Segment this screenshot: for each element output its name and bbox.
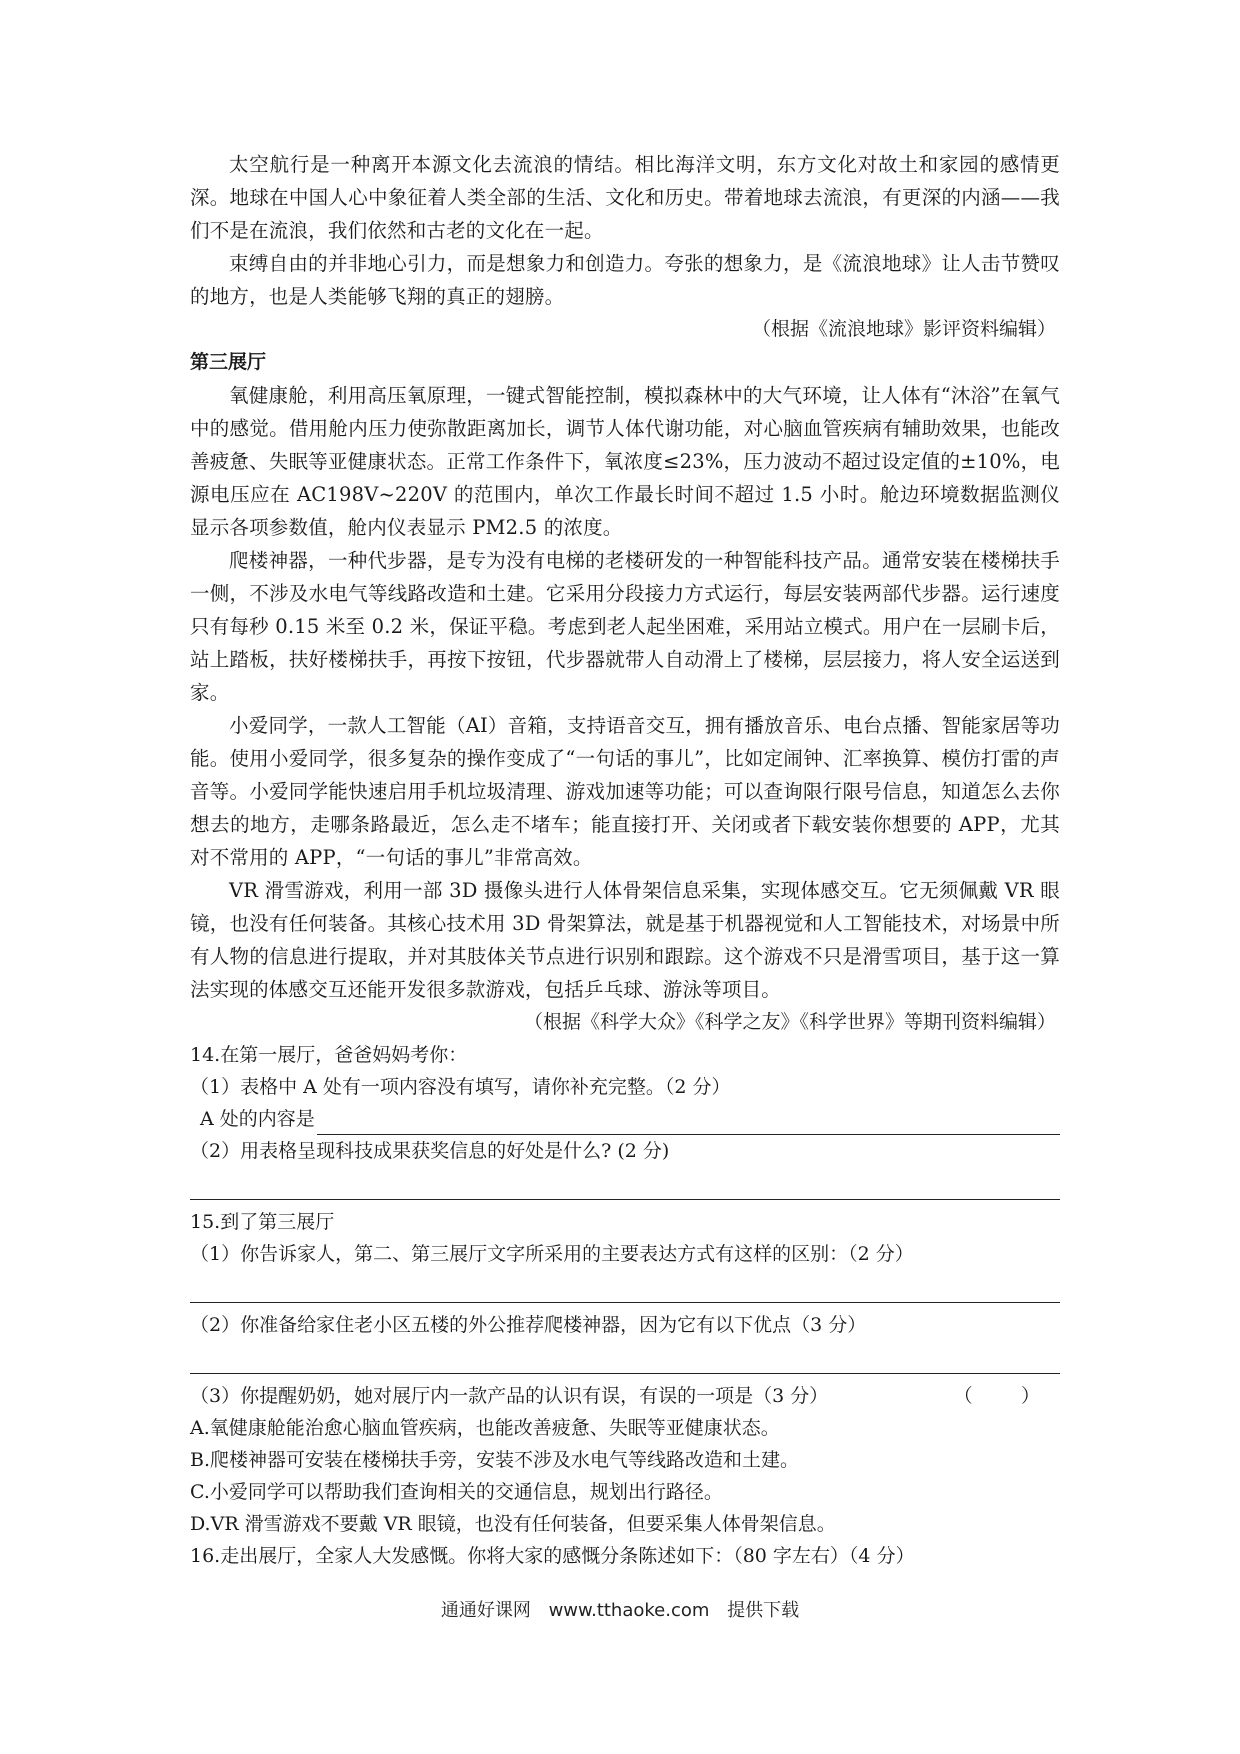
- q15-part2: （2）你准备给家住老小区五楼的外公推荐爬楼神器，因为它有以下优点（3 分）: [190, 1314, 867, 1336]
- q15-part3-row: [190, 1380, 1060, 1412]
- q15-part3-answer-paren[interactable]: （ ）: [953, 1385, 1040, 1407]
- q15-option-c: C.小爱同学可以帮助我们查询相关的交通信息，规划出行路径。: [190, 1481, 723, 1503]
- hall2-paragraph-2: 束缚自由的并非地心引力，而是想象力和创造力。夸张的想象力，是《流浪地球》让人击节赞叹的地方，也是人类能够飞翔的真正的翅膀。: [190, 252, 1060, 308]
- page-footer: [0, 1596, 1240, 1622]
- q15-part1-answer-line[interactable]: [190, 1270, 1060, 1303]
- footer-site-name: 通通好课网: [440, 1600, 531, 1621]
- q15-option-d: D.VR 滑雪游戏不要戴 VR 眼镜，也没有任何装备，但要采集人体骨架信息。: [190, 1513, 836, 1535]
- q15-part1: （1）你告诉家人，第二、第三展厅文字所采用的主要表达方式有这样的区别：（2 分）: [190, 1243, 914, 1265]
- q14-stem: 14.在第一展厅，爸爸妈妈考你：: [190, 1044, 468, 1066]
- q14-part1-answer-row: [190, 1103, 1060, 1135]
- question-15: [190, 1206, 1060, 1540]
- hall3-xiaoai-paragraph: 小爱同学，一款人工智能（AI）音箱，支持语音交互，拥有播放音乐、电台点播、智能家居等功能。使用小爱同学，很多复杂的操作变成了“一句话的事儿”，比如定闹钟、汇率换算、模仿打雷的声音等。小爱同学能快速启用手机垃圾清理、游戏加速等功能；可以查询限行限号信息，知道怎么去你想去的地方，走哪条路最近，怎么走不堵车；能直接打开、关闭或者下载安装你想要的 APP，尤其对不常用的 APP，“一句话的事儿”非常高效。: [190, 714, 1060, 869]
- q15-option-a: A.氧健康舱能治愈心脑血管疾病，也能改善疲惫、失眠等亚健康状态。: [190, 1417, 780, 1439]
- hall2-paragraph-1: 太空航行是一种离开本源文化去流浪的情结。相比海洋文明，东方文化对故土和家园的感情更深。地球在中国人心中象征着人类全部的生活、文化和历史。带着地球去流浪，有更深的内涵——我们不是在流浪，我们依然和古老的文化在一起。: [190, 153, 1060, 242]
- q14-part1: （1）表格中 A 处有一项内容没有填写，请你补充完整。（2 分）: [190, 1076, 731, 1098]
- footer-url[interactable]: www.tthaoke.com: [548, 1600, 710, 1621]
- q15-stem: 15.到了第三展厅: [190, 1211, 335, 1233]
- q15-part3: （3）你提醒奶奶，她对展厅内一款产品的认识有误，有误的一项是（3 分）: [190, 1385, 829, 1407]
- question-16: [190, 1540, 1060, 1572]
- hall2-source-note: （根据《流浪地球》影评资料编辑）: [751, 318, 1056, 340]
- q15-part2-answer-line[interactable]: [190, 1341, 1060, 1374]
- exam-page: [190, 148, 1060, 1572]
- q14-part1-answer-label: A 处的内容是: [200, 1108, 315, 1130]
- hall3-stair-paragraph: 爬楼神器，一种代步器，是专为没有电梯的老楼研发的一种智能科技产品。通常安装在楼梯扶手一侧，不涉及水电气等线路改造和土建。它采用分段接力方式运行，每层安装两部代步器。运行速度只有每秒 0.15 米至 0.2 米，保证平稳。考虑到老人起坐困难，采用站立模式。用户在一层刷卡后，站上踏板，扶好楼梯扶手，再按下按钮，代步器就带人自动滑上了楼梯，层层接力，将人安全运送到家。: [190, 549, 1060, 704]
- hall3-oxygen-paragraph: 氧健康舱，利用高压氧原理，一键式智能控制，模拟森林中的大气环境，让人体有“沐浴”在氧气中的感觉。借用舱内压力使弥散距离加长，调节人体代谢功能，对心脑血管疾病有辅助效果，也能改善疲惫、失眠等亚健康状态。正常工作条件下，氧浓度≤23%，压力波动不超过设定值的±10%，电源电压应在 AC198V~220V 的范围内，单次工作最长时间不超过 1.5 小时。舱边环境数据监测仪显示各项参数值，舱内仪表显示 PM2.5 的浓度。: [190, 384, 1060, 539]
- hall3-vr-paragraph: VR 滑雪游戏，利用一部 3D 摄像头进行人体骨架信息采集，实现体感交互。它无须佩戴 VR 眼镜，也没有任何装备。其核心技术用 3D 骨架算法，就是基于机器视觉和人工智能技术，对场景中所有人物的信息进行提取，并对其肢体关节点进行识别和跟踪。这个游戏不只是滑雪项目，基于这一算法实现的体感交互还能开发很多款游戏，包括乒乓球、游泳等项目。: [190, 879, 1060, 1001]
- footer-suffix: 提供下载: [727, 1600, 800, 1621]
- q14-part1-answer-blank[interactable]: [317, 1108, 1060, 1135]
- q16-stem: 16.走出展厅，全家人大发感慨。你将大家的感慨分条陈述如下：（80 字左右）（4 分）: [190, 1545, 915, 1567]
- question-14: [190, 1039, 1060, 1200]
- hall3-source-note: （根据《科学大众》《科学之友》《科学世界》等期刊资料编辑）: [523, 1011, 1056, 1033]
- hall3-title: 第三展厅: [190, 351, 267, 373]
- q15-option-b: B.爬楼神器可安装在楼梯扶手旁，安装不涉及水电气等线路改造和土建。: [190, 1449, 800, 1471]
- q14-part2: （2）用表格呈现科技成果获奖信息的好处是什么? (2 分): [190, 1140, 670, 1162]
- q14-part2-answer-line[interactable]: [190, 1167, 1060, 1200]
